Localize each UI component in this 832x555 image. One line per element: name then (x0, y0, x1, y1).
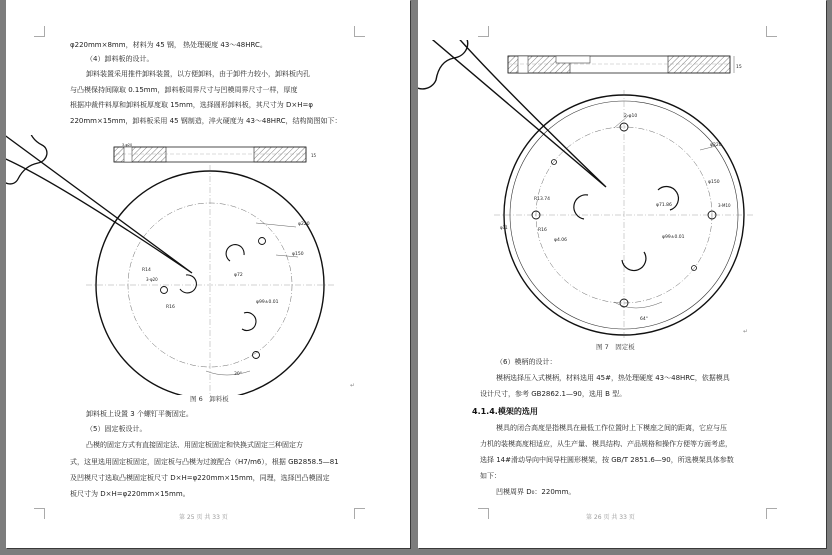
subsection-title: （6）模柄的设计： (496, 358, 557, 366)
body-line: 卸料板上设置 3 个螺钉平衡固定。 (86, 410, 193, 418)
dim-label-radius: R14 (142, 268, 151, 273)
body-line: 模柄选择压入式模柄，材料选用 45#，热处理硬度 43～48HRC，依据模具 (496, 374, 730, 382)
dim-label-inner: φ72 (234, 273, 243, 278)
paragraph-mark: ↵ (743, 328, 749, 335)
fixing-plate-drawing (418, 40, 826, 340)
dim-label-thickness: 15 (736, 65, 742, 70)
body-line: 根据冲裁件料厚和卸料板厚度取 15mm，选择圆形卸料板，其尺寸为 D×H=φ (70, 101, 313, 109)
dim-label-bolt-circle: φ150 (708, 180, 720, 185)
dim-label-pin-holes: 2-φ10 (624, 114, 638, 119)
stripper-plate-drawing (6, 135, 410, 395)
margin-corner-mark (354, 26, 365, 37)
dim-label-holes: 3-φ20 (146, 277, 158, 282)
body-line: 板尺寸为 D×H=φ220mm×15mm。 (70, 490, 190, 498)
body-line: 与凸模保持间隙取 0.15mm，卸料板周界尺寸与凹模周界尺寸一样，厚度 (70, 86, 298, 94)
document-page-25 (6, 0, 410, 548)
margin-corner-mark (478, 26, 489, 37)
dim-label-angle: 30° (234, 372, 242, 377)
dim-label-radius: R16 (538, 228, 547, 233)
dim-label-angle: 64° (640, 317, 648, 322)
section-view (508, 56, 742, 73)
body-line: 选择 14#滑动导向中间导柱圆形模架，按 GB/T 2851.6—90，所选模架具体参数 (480, 456, 734, 464)
screw-hole (259, 238, 266, 245)
figure-caption: 图 6 卸料板 (190, 395, 229, 403)
margin-corner-mark (354, 508, 365, 519)
section-view (114, 143, 317, 162)
dim-label-thickness: 15 (311, 153, 317, 158)
dim-label-threads: 3-M10 (718, 203, 731, 208)
margin-corner-mark (34, 508, 45, 519)
body-line: φ220mm×8mm，材料为 45 钢， 热处理硬度 43～48HRC。 (70, 41, 267, 49)
dim-label-hole: φ11 (500, 225, 508, 230)
margin-corner-mark (478, 508, 489, 519)
page-footer: 第 25 页 共 33 页 (179, 514, 228, 521)
body-line: 式，这里选用固定板固定，固定板与凸模为过渡配合（H7/m6），根据 GB2858.5—81 (70, 458, 339, 466)
body-line: 凹模周界 D₀：220mm。 (496, 488, 576, 496)
subsection-title: （4）卸料板的设计。 (86, 55, 154, 63)
plan-view (418, 40, 754, 340)
page-footer: 第 26 页 共 33 页 (586, 514, 635, 521)
paragraph-mark: ↵ (350, 382, 356, 389)
dim-label-slot: φ4.06 (554, 238, 567, 243)
body-line: 卸料装置采用推件卸料装置，以方便卸料，由于卸件力较小，卸料板内孔 (86, 70, 310, 78)
body-line: 220mm×15mm，卸料板采用 45 钢制造，淬火硬度为 43～48HRC，结构简图如下： (70, 117, 342, 125)
dim-label-hole: 3-φ20 (122, 143, 133, 147)
margin-corner-mark (766, 26, 777, 37)
screw-hole (253, 352, 260, 359)
dim-label-radius: R13.74 (534, 197, 551, 202)
dim-label-bolt-circle: φ150 (292, 252, 304, 257)
body-line: 及凹模尺寸选取凸模固定板尺寸 D×H=φ220mm×15mm，同理，选择凹凸模固定 (70, 474, 330, 482)
dim-label-center: φ99±0.01 (256, 300, 279, 305)
section-heading: 4.1.4.模架的选用 (472, 407, 538, 416)
body-line: 设计尺寸，参考 GB2862.1—90，选用 B 型。 (480, 390, 627, 398)
dim-label-radius: R16 (166, 305, 175, 310)
dim-label-inner: φ71.86 (656, 203, 672, 208)
dim-label-center: φ99±0.01 (662, 235, 685, 240)
body-line: 模具的闭合高度是指模具在最低工作位置时上下模座之间的距离，它应与压 (496, 424, 727, 432)
dim-label-outer: φ220 (298, 222, 310, 227)
plan-view (6, 135, 334, 395)
document-page-26 (418, 0, 826, 548)
margin-corner-mark (34, 26, 45, 37)
subsection-title: （5）固定板设计。 (86, 425, 147, 433)
body-line: 凸模的固定方式有直接固定法、用固定板固定和快换式固定三种固定方 (86, 441, 303, 449)
body-line: 如下： (480, 472, 501, 480)
figure-caption: 图 7 固定板 (596, 343, 635, 351)
dim-label-outer: φ220 (710, 143, 722, 148)
margin-corner-mark (766, 508, 777, 519)
body-line: 力机的装模高度相适应，从生产量、模具结构、产品规格和操作方便等方面考虑， (480, 440, 732, 448)
screw-hole (161, 287, 168, 294)
